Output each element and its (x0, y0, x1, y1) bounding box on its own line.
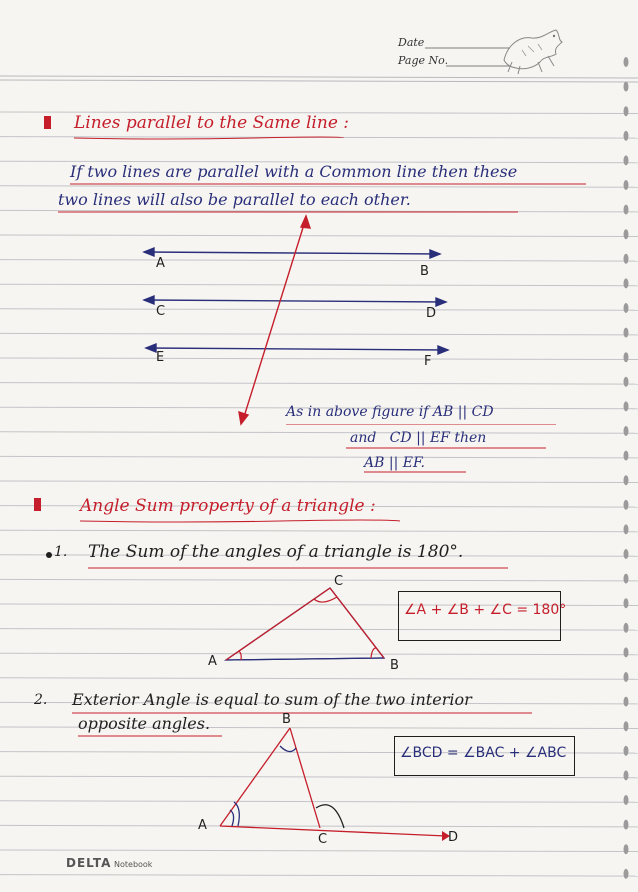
section1-note-line1: As in above figure if AB || CD (286, 404, 494, 420)
triangle1-a-label: A (208, 654, 217, 669)
point2-text-line2: opposite angles. (78, 714, 211, 733)
triangle2-d-label: D (448, 830, 459, 845)
point1-number: 1. (54, 544, 68, 560)
formula1-text: ∠A + ∠B + ∠C = 180° (404, 602, 567, 618)
section2-heading: Angle Sum property of a triangle : (80, 496, 376, 516)
point-b-label: B (420, 264, 429, 279)
section1-statement-line2: two lines will also be parallel to each other. (58, 190, 411, 209)
point2-number: 2. (34, 692, 48, 708)
date-label: Date (398, 36, 425, 49)
triangle1-b-label: B (390, 658, 399, 673)
triangle2-c-label: C (318, 832, 328, 847)
notebook-brand-sub: Notebook (114, 860, 153, 869)
point2-text-line1: Exterior Angle is equal to sum of the two interior (72, 690, 472, 709)
triangle2-a-label: A (198, 818, 207, 833)
point-a-label: A (156, 256, 165, 271)
page-number-label: Page No. (398, 54, 449, 67)
triangle2-b-label: B (282, 712, 291, 727)
point1-text: The Sum of the angles of a triangle is 180°. (88, 542, 464, 562)
section1-heading: Lines parallel to the Same line : (74, 113, 350, 133)
section1-note-line2: and CD || EF then (350, 430, 487, 446)
formula2-text: ∠BCD = ∠BAC + ∠ABC (400, 745, 567, 761)
point-f-label: F (424, 354, 432, 369)
triangle1-c-label: C (334, 574, 344, 589)
notebook-brand: DELTA (66, 856, 112, 870)
point-c-label: C (156, 304, 166, 319)
section1-note-line3: AB || EF. (364, 455, 425, 471)
point-d-label: D (426, 306, 437, 321)
point-e-label: E (156, 350, 165, 365)
section1-statement-line1: If two lines are parallel with a Common line then these (70, 162, 518, 181)
